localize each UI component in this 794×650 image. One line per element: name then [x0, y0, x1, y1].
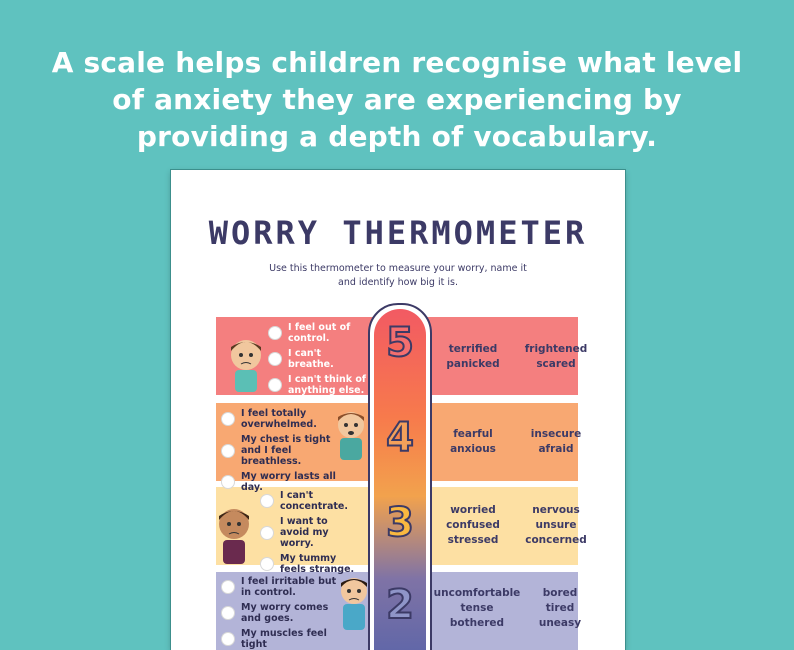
- feeling-word: uneasy: [538, 617, 582, 629]
- feeling-word: scared: [536, 358, 576, 370]
- level-number-5: 5: [386, 320, 414, 366]
- checkbox[interactable]: [221, 412, 235, 426]
- checkbox[interactable]: [221, 444, 235, 458]
- checklist-text: I can't breathe.: [288, 348, 334, 370]
- checklist-text: I can't concentrate.: [280, 490, 348, 512]
- level-5-items: [268, 322, 366, 400]
- checklist-item[interactable]: [260, 516, 358, 549]
- checkbox[interactable]: [221, 632, 235, 646]
- checklist-text: I feel out of control.: [288, 322, 351, 344]
- feeling-word: insecure: [530, 428, 582, 440]
- checklist-item[interactable]: [221, 602, 345, 624]
- feeling-word: confused: [446, 519, 500, 531]
- feeling-word: panicked: [446, 358, 500, 370]
- checkbox[interactable]: [260, 494, 274, 508]
- checklist-text: I feel totally overwhelmed.: [241, 408, 317, 430]
- checklist-text: My worry lasts all day.: [241, 471, 336, 493]
- child-illustration: [211, 504, 257, 566]
- checklist-text: My tummy feels strange.: [280, 553, 355, 575]
- checklist-text: I feel irritable but in control.: [241, 576, 337, 598]
- checkbox[interactable]: [260, 557, 274, 571]
- checkbox[interactable]: [268, 378, 282, 392]
- sheet-title: WORRY THERMOMETER: [208, 214, 588, 252]
- checklist-text: My chest is tight and I feel breathless.: [241, 434, 331, 467]
- checkbox[interactable]: [268, 352, 282, 366]
- headline: A scale helps children recognise what level of anxiety they are experiencing by providing a depth of vocabulary.: [51, 46, 743, 153]
- checkbox[interactable]: [260, 526, 274, 540]
- feeling-word: tense: [460, 602, 494, 614]
- feeling-word: terrified: [448, 343, 498, 355]
- level-4-words: [433, 427, 591, 456]
- feeling-word: fearful: [453, 428, 493, 440]
- level-3-words: [433, 503, 591, 547]
- checklist-item[interactable]: [268, 374, 366, 396]
- level-3-items: [260, 490, 358, 579]
- feeling-word: stressed: [447, 534, 499, 546]
- feeling-word: tired: [545, 602, 575, 614]
- level-2-items: [221, 576, 345, 650]
- level-number-4: 4: [386, 415, 414, 461]
- level-5-words: [433, 342, 591, 371]
- checklist-item[interactable]: [221, 628, 345, 650]
- checklist-item[interactable]: [268, 348, 366, 370]
- feeling-word: bored: [542, 587, 578, 599]
- checklist-text: My worry comes and goes.: [241, 602, 329, 624]
- checkbox[interactable]: [268, 326, 282, 340]
- child-illustration: [223, 335, 269, 395]
- feeling-word: afraid: [538, 443, 574, 455]
- feeling-word: nervous: [532, 504, 580, 516]
- level-number-3: 3: [386, 500, 414, 546]
- feeling-word: concerned: [525, 534, 587, 546]
- feeling-word: worried: [450, 504, 496, 516]
- feeling-word: unsure: [535, 519, 577, 531]
- checkbox[interactable]: [221, 606, 235, 620]
- child-illustration: [331, 407, 371, 463]
- checklist-text: I can't think of anything else.: [288, 374, 367, 396]
- checkbox[interactable]: [221, 475, 235, 489]
- feeling-word: anxious: [450, 443, 496, 455]
- feeling-word: bothered: [449, 617, 505, 629]
- checklist-text: My muscles feel tight: [241, 628, 327, 650]
- sheet-subtitle: [231, 262, 565, 290]
- subtitle-line-1: Use this thermometer to measure your worry, name it: [269, 263, 527, 274]
- worksheet: [171, 170, 625, 650]
- checkbox[interactable]: [221, 580, 235, 594]
- feeling-word: uncomfortable: [433, 587, 521, 599]
- level-2-words: [433, 586, 591, 630]
- subtitle-line-2: and identify how big it is.: [338, 277, 458, 288]
- checklist-item[interactable]: [260, 490, 358, 512]
- checklist-item[interactable]: [221, 576, 345, 598]
- checklist-item[interactable]: [268, 322, 366, 344]
- level-number-2: 2: [386, 582, 414, 628]
- feeling-word: frightened: [524, 343, 588, 355]
- checklist-item[interactable]: [260, 553, 358, 575]
- checklist-text: I want to avoid my worry.: [280, 516, 329, 549]
